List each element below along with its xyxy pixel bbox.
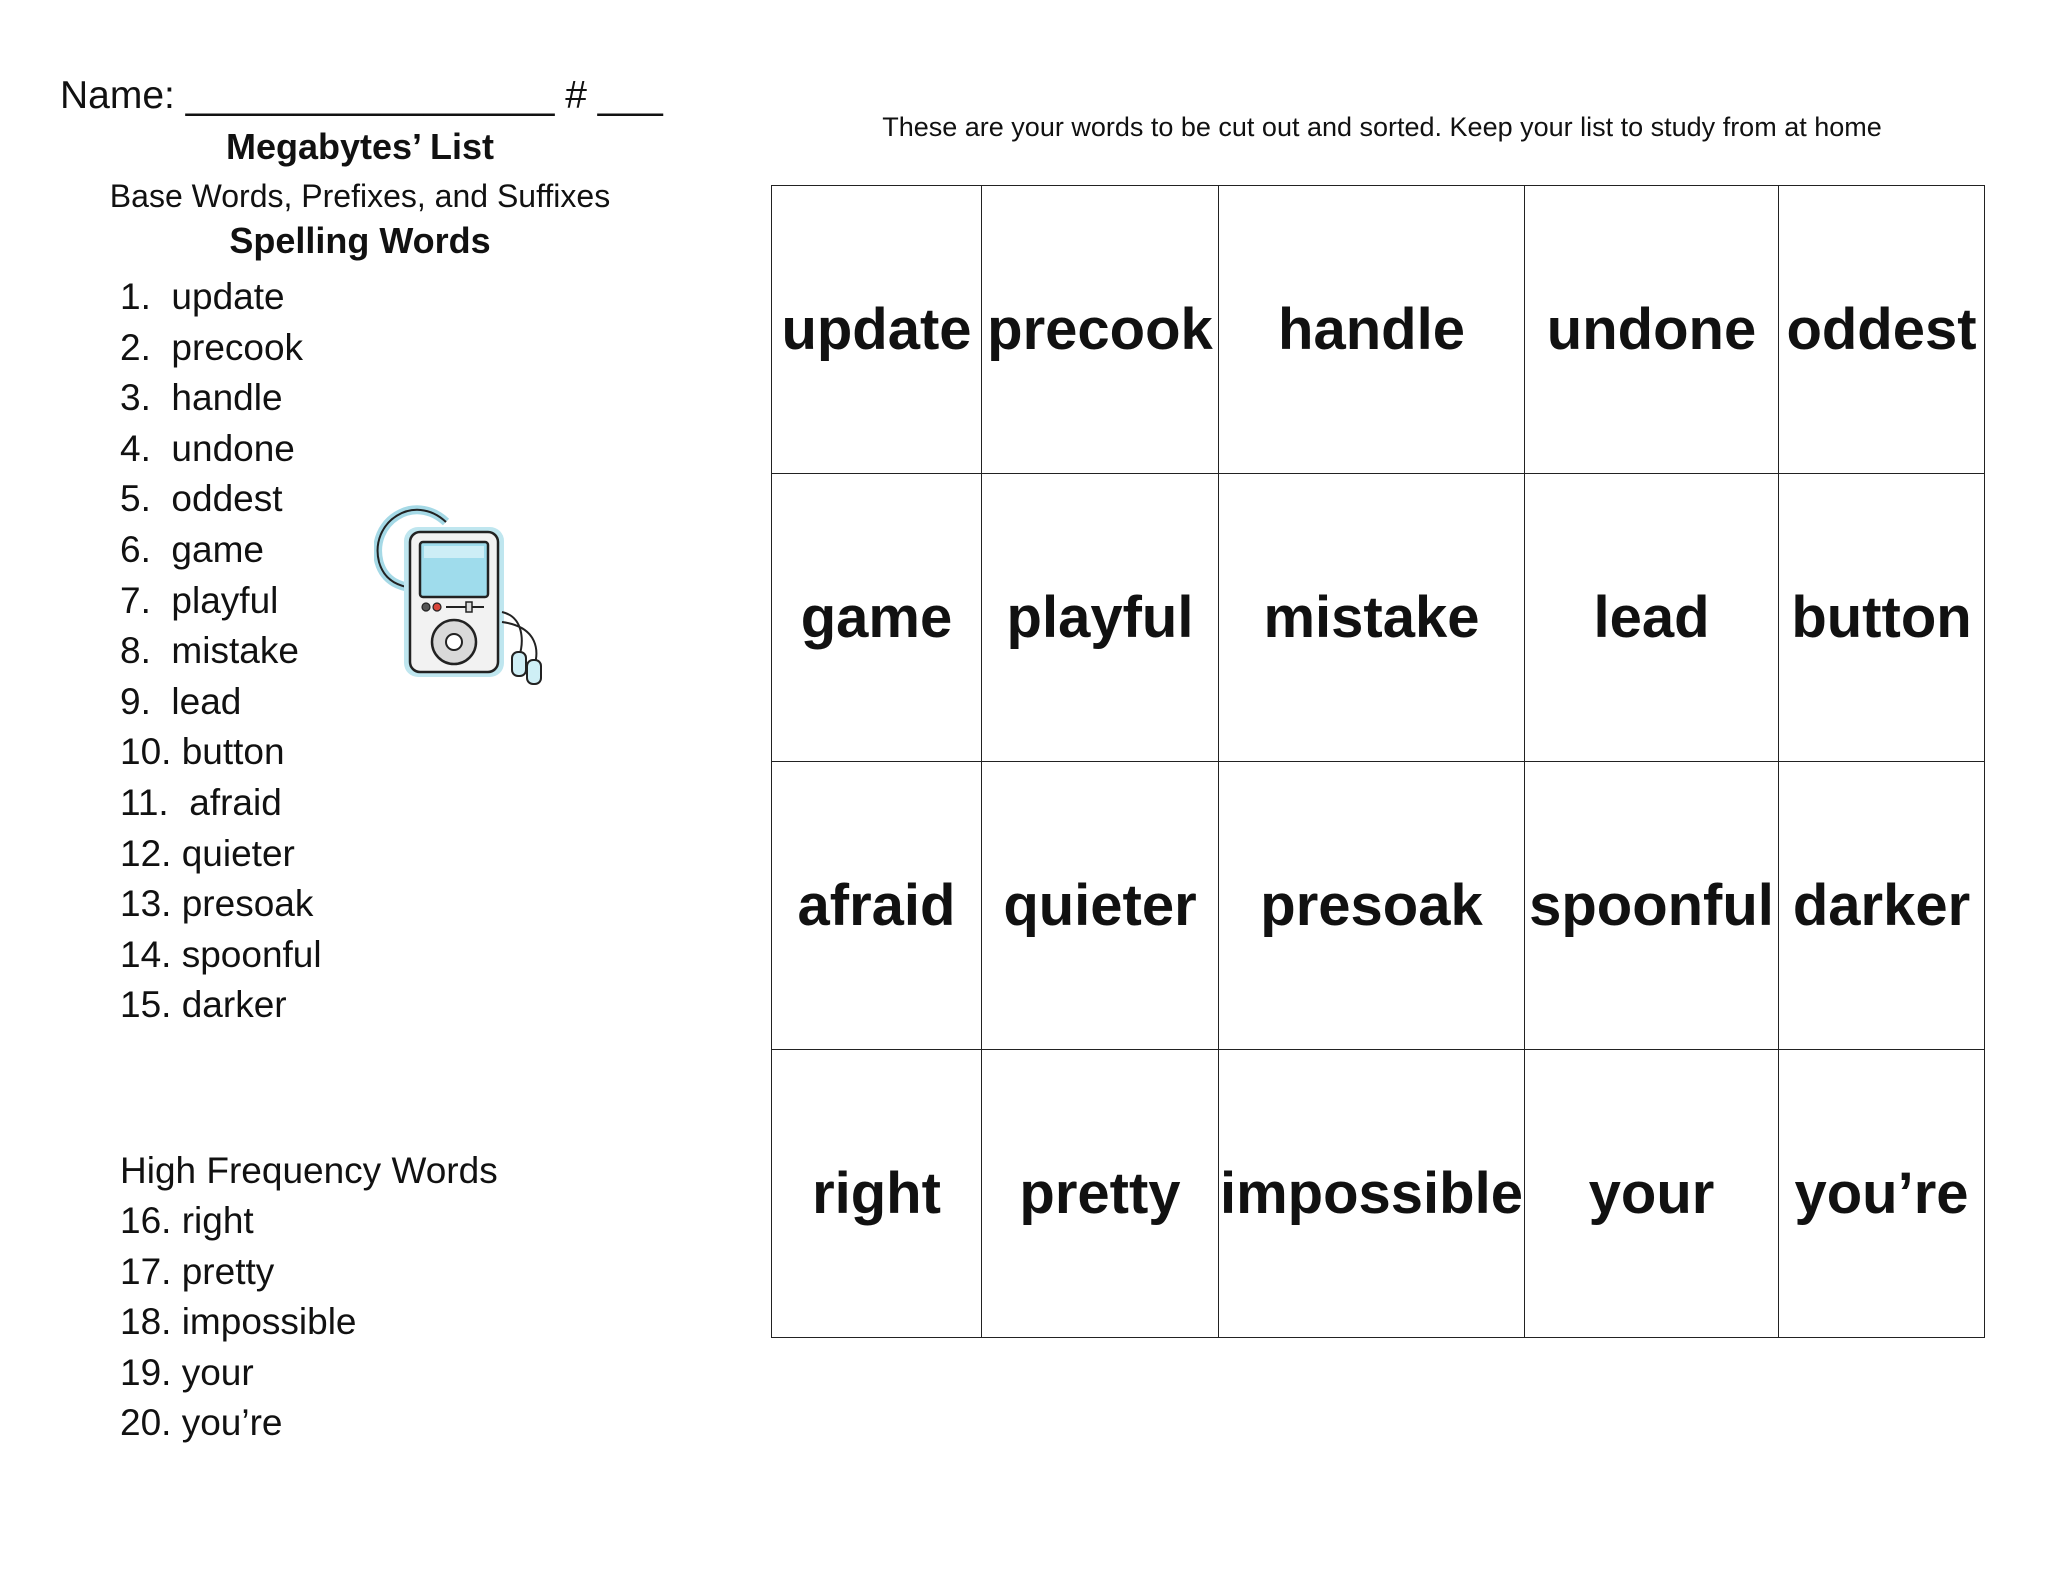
- list-item: 7. playful: [120, 579, 279, 621]
- word-list-panel: [60, 70, 663, 1444]
- list-item: 10. button: [120, 731, 285, 773]
- grid-row: [772, 186, 1985, 474]
- word-card-grid: [771, 185, 1985, 1338]
- word-card: precook: [982, 186, 1219, 474]
- list-item: 3. handle: [120, 377, 283, 419]
- list-subtitle: Base Words, Prefixes, and Suffixes: [109, 178, 611, 214]
- section-title: Spelling Words: [229, 220, 491, 261]
- list-item: 6. game: [120, 528, 264, 570]
- word-card: playful: [982, 474, 1219, 762]
- word-card: undone: [1525, 186, 1779, 474]
- grid-row: [772, 762, 1985, 1050]
- word-card: spoonful: [1525, 762, 1779, 1050]
- word-card: afraid: [772, 762, 982, 1050]
- word-card: pretty: [982, 1050, 1219, 1338]
- word-card: darker: [1779, 762, 1985, 1050]
- list-item: 1. update: [120, 276, 285, 317]
- grid-row: [772, 474, 1985, 762]
- mp3-player-icon: [374, 492, 554, 692]
- word-card: game: [772, 474, 982, 762]
- high-frequency-title: High Frequency Words: [120, 1150, 498, 1191]
- list-item: 13. presoak: [120, 883, 314, 925]
- list-item: 12. quieter: [120, 832, 295, 874]
- word-card: oddest: [1779, 186, 1985, 474]
- word-card: quieter: [982, 762, 1219, 1050]
- list-item: 15. darker: [120, 984, 287, 1026]
- list-item: 20. you’re: [120, 1402, 283, 1444]
- word-card: mistake: [1219, 474, 1525, 762]
- word-card: impossible: [1219, 1050, 1525, 1338]
- word-card: button: [1779, 474, 1985, 762]
- list-item: 5. oddest: [120, 478, 283, 520]
- word-card: handle: [1219, 186, 1525, 474]
- word-card: you’re: [1779, 1050, 1985, 1338]
- list-item: 8. mistake: [120, 630, 299, 672]
- instructions-text: These are your words to be cut out and sorted. Keep your list to study from at home: [882, 112, 1882, 142]
- word-card: lead: [1525, 474, 1779, 762]
- list-item: 14. spoonful: [120, 933, 322, 975]
- list-title: Megabytes’ List: [225, 126, 495, 167]
- word-card: your: [1525, 1050, 1779, 1338]
- list-item: 19. your: [120, 1351, 254, 1393]
- list-item: 9. lead: [120, 680, 242, 722]
- word-card: right: [772, 1050, 982, 1338]
- list-item: 17. pretty: [120, 1250, 275, 1292]
- list-item: 2. precook: [120, 326, 304, 368]
- list-item: 4. undone: [120, 427, 295, 469]
- name-field-line: Name: _________________ # ___: [60, 74, 663, 117]
- list-item: 18. impossible: [120, 1301, 357, 1343]
- spelling-word-list: [120, 272, 322, 1031]
- word-card: presoak: [1219, 762, 1525, 1050]
- word-card: update: [772, 186, 982, 474]
- list-item: 16. right: [120, 1200, 254, 1241]
- grid-row: [772, 1050, 1985, 1338]
- high-frequency-list: [120, 1196, 357, 1449]
- list-item: 11. afraid: [120, 781, 282, 823]
